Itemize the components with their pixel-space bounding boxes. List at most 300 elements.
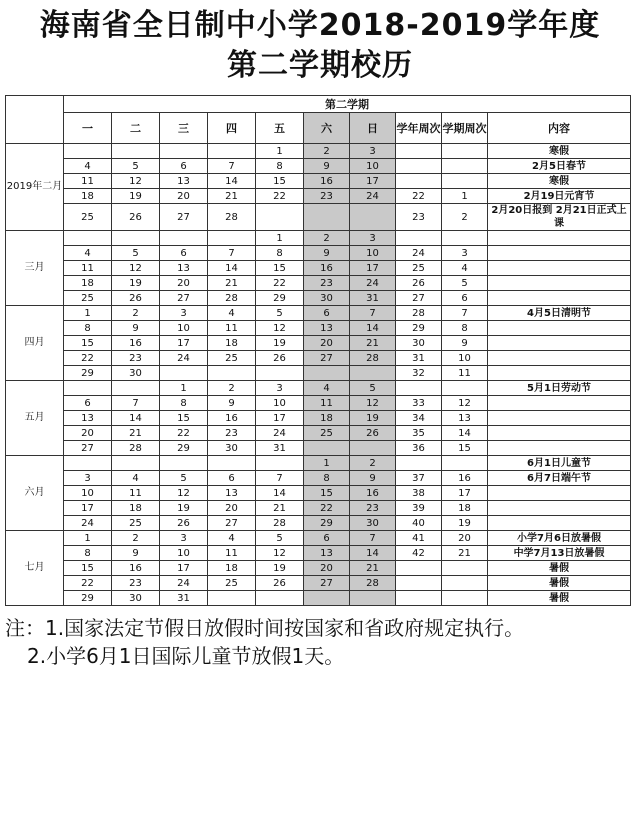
day-cell: 5 xyxy=(256,306,304,321)
day-cell xyxy=(304,366,350,381)
day-cell: 30 xyxy=(350,516,396,531)
year-week-cell: 41 xyxy=(396,531,442,546)
content-note xyxy=(488,261,631,276)
day-cell: 9 xyxy=(112,321,160,336)
day-cell: 21 xyxy=(112,426,160,441)
day-cell: 21 xyxy=(350,336,396,351)
content-note: 暑假 xyxy=(488,576,631,591)
table-row xyxy=(6,261,631,276)
day-cell: 3 xyxy=(160,531,208,546)
day-cell: 3 xyxy=(160,306,208,321)
day-cell: 4 xyxy=(64,159,112,174)
content-note: 2月5日春节 xyxy=(488,159,631,174)
footnotes xyxy=(0,614,640,670)
table-row xyxy=(6,501,631,516)
day-cell: 11 xyxy=(64,261,112,276)
day-cell: 10 xyxy=(160,546,208,561)
day-cell: 4 xyxy=(64,246,112,261)
table-row xyxy=(6,456,631,471)
term-week-cell xyxy=(442,381,488,396)
month-label: 五月 xyxy=(6,381,64,456)
day-cell: 7 xyxy=(112,396,160,411)
content-note xyxy=(488,246,631,261)
table-row xyxy=(6,291,631,306)
term-week-cell: 3 xyxy=(442,246,488,261)
day-cell: 3 xyxy=(64,471,112,486)
content-note xyxy=(488,336,631,351)
day-cell: 25 xyxy=(208,351,256,366)
day-cell: 18 xyxy=(112,501,160,516)
day-cell xyxy=(350,204,396,231)
day-cell: 10 xyxy=(256,396,304,411)
day-cell: 25 xyxy=(112,516,160,531)
content-note xyxy=(488,321,631,336)
term-week-cell: 1 xyxy=(442,189,488,204)
table-row xyxy=(6,204,631,231)
content-note xyxy=(488,411,631,426)
day-cell: 19 xyxy=(112,276,160,291)
day-cell: 22 xyxy=(256,276,304,291)
table-row xyxy=(6,231,631,246)
content-note xyxy=(488,441,631,456)
table-row xyxy=(6,306,631,321)
day-cell: 11 xyxy=(112,486,160,501)
day-cell xyxy=(64,231,112,246)
day-cell: 17 xyxy=(160,561,208,576)
content-note: 2月20日报到 2月21日正式上课 xyxy=(488,204,631,231)
day-cell: 24 xyxy=(350,189,396,204)
day-cell: 27 xyxy=(160,291,208,306)
day-cell: 14 xyxy=(208,261,256,276)
day-cell: 28 xyxy=(112,441,160,456)
day-cell: 8 xyxy=(256,246,304,261)
day-cell: 21 xyxy=(256,501,304,516)
year-week-cell: 22 xyxy=(396,189,442,204)
day-cell: 14 xyxy=(112,411,160,426)
term-week-cell: 19 xyxy=(442,516,488,531)
day-cell xyxy=(256,591,304,606)
content-note xyxy=(488,351,631,366)
day-cell: 20 xyxy=(304,336,350,351)
day-cell: 6 xyxy=(208,471,256,486)
day-cell: 14 xyxy=(256,486,304,501)
day-cell: 6 xyxy=(304,531,350,546)
day-cell: 2 xyxy=(112,306,160,321)
day-cell: 12 xyxy=(350,396,396,411)
term-week-cell: 17 xyxy=(442,486,488,501)
term-week-cell: 10 xyxy=(442,351,488,366)
term-week-cell xyxy=(442,174,488,189)
day-cell: 11 xyxy=(304,396,350,411)
day-cell xyxy=(64,381,112,396)
page-title-line1: 海南省全日制中小学2018-2019学年度 xyxy=(39,8,601,43)
day-cell: 27 xyxy=(304,576,350,591)
day-cell: 18 xyxy=(64,189,112,204)
day-cell: 15 xyxy=(64,336,112,351)
day-cell: 1 xyxy=(256,231,304,246)
day-cell xyxy=(208,144,256,159)
day-cell: 25 xyxy=(208,576,256,591)
content-note: 6月1日儿童节 xyxy=(488,456,631,471)
year-week-cell: 42 xyxy=(396,546,442,561)
content-note: 5月1日劳动节 xyxy=(488,381,631,396)
year-week-cell: 37 xyxy=(396,471,442,486)
day-cell: 24 xyxy=(256,426,304,441)
day-cell xyxy=(160,231,208,246)
footnote-2: 2.小学6月1日国际儿童节放假1天。 xyxy=(27,644,345,668)
day-cell: 26 xyxy=(160,516,208,531)
day-cell: 11 xyxy=(64,174,112,189)
day-cell: 5 xyxy=(256,531,304,546)
table-row xyxy=(6,246,631,261)
content-note: 中学7月13日放暑假 xyxy=(488,546,631,561)
day-cell: 18 xyxy=(208,561,256,576)
year-week-cell xyxy=(396,576,442,591)
day-cell xyxy=(160,456,208,471)
day-cell: 23 xyxy=(112,576,160,591)
day-cell: 4 xyxy=(208,531,256,546)
day-cell: 17 xyxy=(160,336,208,351)
day-cell: 10 xyxy=(350,246,396,261)
day-cell: 19 xyxy=(112,189,160,204)
day-cell: 23 xyxy=(208,426,256,441)
content-note xyxy=(488,426,631,441)
term-week-cell: 14 xyxy=(442,426,488,441)
content-note: 6月7日端午节 xyxy=(488,471,631,486)
term-week-cell: 7 xyxy=(442,306,488,321)
day-cell xyxy=(304,204,350,231)
day-cell: 30 xyxy=(112,591,160,606)
year-week-cell: 31 xyxy=(396,351,442,366)
year-week-cell: 36 xyxy=(396,441,442,456)
day-cell: 13 xyxy=(160,261,208,276)
year-week-cell xyxy=(396,144,442,159)
day-cell: 26 xyxy=(112,204,160,231)
header-weekday-sun: 日 xyxy=(350,113,396,144)
day-cell: 28 xyxy=(256,516,304,531)
day-cell: 18 xyxy=(304,411,350,426)
day-cell: 7 xyxy=(208,246,256,261)
month-label: 2019年二月 xyxy=(6,144,64,231)
day-cell: 10 xyxy=(160,321,208,336)
header-year-week: 学年周次 xyxy=(396,113,442,144)
year-week-cell: 35 xyxy=(396,426,442,441)
month-label: 六月 xyxy=(6,456,64,531)
day-cell: 2 xyxy=(304,144,350,159)
day-cell xyxy=(304,441,350,456)
year-week-cell: 33 xyxy=(396,396,442,411)
day-cell: 8 xyxy=(160,396,208,411)
day-cell: 3 xyxy=(350,231,396,246)
day-cell xyxy=(208,231,256,246)
month-label: 七月 xyxy=(6,531,64,606)
term-week-cell: 11 xyxy=(442,366,488,381)
year-week-cell: 26 xyxy=(396,276,442,291)
day-cell: 29 xyxy=(256,291,304,306)
day-cell: 31 xyxy=(256,441,304,456)
day-cell: 27 xyxy=(160,204,208,231)
table-row xyxy=(6,591,631,606)
day-cell: 3 xyxy=(350,144,396,159)
term-week-cell: 21 xyxy=(442,546,488,561)
table-row xyxy=(6,411,631,426)
year-week-cell: 28 xyxy=(396,306,442,321)
header-weekday-wed: 三 xyxy=(160,113,208,144)
day-cell xyxy=(256,366,304,381)
table-row xyxy=(6,396,631,411)
calendar-body xyxy=(6,144,631,606)
day-cell xyxy=(208,366,256,381)
day-cell: 9 xyxy=(304,159,350,174)
day-cell: 20 xyxy=(304,561,350,576)
day-cell: 13 xyxy=(160,174,208,189)
term-week-cell: 20 xyxy=(442,531,488,546)
day-cell: 25 xyxy=(64,291,112,306)
day-cell: 8 xyxy=(64,546,112,561)
day-cell: 22 xyxy=(64,351,112,366)
table-row xyxy=(6,144,631,159)
day-cell: 30 xyxy=(304,291,350,306)
year-week-cell xyxy=(396,231,442,246)
day-cell xyxy=(112,231,160,246)
day-cell: 22 xyxy=(64,576,112,591)
year-week-cell: 30 xyxy=(396,336,442,351)
day-cell: 19 xyxy=(256,336,304,351)
term-week-cell xyxy=(442,561,488,576)
term-week-cell: 12 xyxy=(442,396,488,411)
term-week-cell: 15 xyxy=(442,441,488,456)
day-cell xyxy=(304,591,350,606)
day-cell: 6 xyxy=(64,396,112,411)
table-row xyxy=(6,441,631,456)
day-cell: 21 xyxy=(208,276,256,291)
day-cell: 10 xyxy=(64,486,112,501)
day-cell: 6 xyxy=(160,246,208,261)
day-cell: 28 xyxy=(208,204,256,231)
day-cell: 4 xyxy=(208,306,256,321)
day-cell: 8 xyxy=(64,321,112,336)
year-week-cell: 34 xyxy=(396,411,442,426)
day-cell: 12 xyxy=(112,174,160,189)
content-note xyxy=(488,516,631,531)
content-note: 小学7月6日放暑假 xyxy=(488,531,631,546)
day-cell: 13 xyxy=(208,486,256,501)
day-cell: 5 xyxy=(112,246,160,261)
year-week-cell xyxy=(396,561,442,576)
year-week-cell: 24 xyxy=(396,246,442,261)
year-week-cell xyxy=(396,381,442,396)
footnote-1: 注：1.国家法定节假日放假时间按国家和省政府规定执行。 xyxy=(5,616,525,640)
day-cell: 13 xyxy=(304,546,350,561)
day-cell xyxy=(350,441,396,456)
day-cell: 25 xyxy=(304,426,350,441)
day-cell: 19 xyxy=(350,411,396,426)
day-cell: 3 xyxy=(256,381,304,396)
day-cell: 25 xyxy=(64,204,112,231)
day-cell: 1 xyxy=(256,144,304,159)
year-week-cell: 38 xyxy=(396,486,442,501)
day-cell: 19 xyxy=(160,501,208,516)
day-cell: 15 xyxy=(256,174,304,189)
content-note: 暑假 xyxy=(488,561,631,576)
year-week-cell: 27 xyxy=(396,291,442,306)
day-cell: 8 xyxy=(304,471,350,486)
table-row xyxy=(6,159,631,174)
day-cell: 15 xyxy=(160,411,208,426)
school-calendar-table xyxy=(5,95,631,606)
table-row xyxy=(6,321,631,336)
term-week-cell xyxy=(442,456,488,471)
day-cell: 9 xyxy=(350,471,396,486)
day-cell: 9 xyxy=(112,546,160,561)
day-cell: 4 xyxy=(112,471,160,486)
term-week-cell xyxy=(442,231,488,246)
header-weekday-thu: 四 xyxy=(208,113,256,144)
day-cell: 26 xyxy=(350,426,396,441)
day-cell: 8 xyxy=(256,159,304,174)
header-weekday-tue: 二 xyxy=(112,113,160,144)
day-cell: 28 xyxy=(350,351,396,366)
day-cell: 22 xyxy=(160,426,208,441)
day-cell: 30 xyxy=(112,366,160,381)
day-cell: 21 xyxy=(208,189,256,204)
day-cell xyxy=(64,144,112,159)
day-cell: 22 xyxy=(256,189,304,204)
day-cell: 1 xyxy=(64,306,112,321)
day-cell: 13 xyxy=(304,321,350,336)
day-cell: 14 xyxy=(350,546,396,561)
day-cell: 14 xyxy=(208,174,256,189)
day-cell: 16 xyxy=(208,411,256,426)
day-cell: 17 xyxy=(64,501,112,516)
day-cell xyxy=(112,456,160,471)
content-note xyxy=(488,501,631,516)
term-week-cell: 5 xyxy=(442,276,488,291)
year-week-cell: 25 xyxy=(396,261,442,276)
day-cell: 24 xyxy=(160,351,208,366)
day-cell: 7 xyxy=(350,306,396,321)
content-note xyxy=(488,291,631,306)
table-row xyxy=(6,471,631,486)
day-cell: 5 xyxy=(350,381,396,396)
content-note xyxy=(488,486,631,501)
day-cell: 7 xyxy=(256,471,304,486)
content-note xyxy=(488,276,631,291)
term-week-cell: 6 xyxy=(442,291,488,306)
day-cell: 7 xyxy=(350,531,396,546)
day-cell: 6 xyxy=(160,159,208,174)
day-cell: 22 xyxy=(304,501,350,516)
term-week-cell xyxy=(442,159,488,174)
day-cell xyxy=(160,144,208,159)
day-cell: 5 xyxy=(160,471,208,486)
day-cell: 14 xyxy=(350,321,396,336)
term-week-cell: 8 xyxy=(442,321,488,336)
day-cell: 13 xyxy=(64,411,112,426)
content-note: 2月19日元宵节 xyxy=(488,189,631,204)
table-row xyxy=(6,381,631,396)
day-cell: 27 xyxy=(64,441,112,456)
day-cell xyxy=(64,456,112,471)
day-cell: 16 xyxy=(304,174,350,189)
table-row xyxy=(6,189,631,204)
day-cell: 18 xyxy=(208,336,256,351)
table-row xyxy=(6,174,631,189)
day-cell: 4 xyxy=(304,381,350,396)
content-note xyxy=(488,231,631,246)
day-cell: 9 xyxy=(304,246,350,261)
day-cell: 12 xyxy=(256,546,304,561)
term-week-cell xyxy=(442,576,488,591)
day-cell xyxy=(208,591,256,606)
day-cell: 10 xyxy=(350,159,396,174)
term-week-cell xyxy=(442,591,488,606)
day-cell: 24 xyxy=(64,516,112,531)
day-cell: 7 xyxy=(208,159,256,174)
table-row xyxy=(6,426,631,441)
table-row xyxy=(6,561,631,576)
day-cell: 27 xyxy=(304,351,350,366)
term-week-cell: 9 xyxy=(442,336,488,351)
year-week-cell: 23 xyxy=(396,204,442,231)
day-cell: 23 xyxy=(304,276,350,291)
day-cell: 15 xyxy=(304,486,350,501)
day-cell: 20 xyxy=(160,276,208,291)
day-cell: 16 xyxy=(112,561,160,576)
day-cell: 29 xyxy=(64,366,112,381)
day-cell: 16 xyxy=(112,336,160,351)
header-weekday-sat: 六 xyxy=(304,113,350,144)
day-cell: 28 xyxy=(350,576,396,591)
content-note xyxy=(488,366,631,381)
day-cell: 23 xyxy=(350,501,396,516)
table-row xyxy=(6,486,631,501)
term-week-cell: 16 xyxy=(442,471,488,486)
content-note: 寒假 xyxy=(488,174,631,189)
header-month-corner xyxy=(6,96,64,144)
day-cell: 30 xyxy=(208,441,256,456)
day-cell: 26 xyxy=(256,576,304,591)
day-cell: 19 xyxy=(256,561,304,576)
month-label: 四月 xyxy=(6,306,64,381)
day-cell: 12 xyxy=(160,486,208,501)
table-row xyxy=(6,276,631,291)
term-week-cell: 4 xyxy=(442,261,488,276)
header-weekday-fri: 五 xyxy=(256,113,304,144)
table-row xyxy=(6,546,631,561)
day-cell: 2 xyxy=(350,456,396,471)
header-weekday-mon: 一 xyxy=(64,113,112,144)
day-cell: 16 xyxy=(350,486,396,501)
day-cell xyxy=(350,591,396,606)
day-cell: 2 xyxy=(304,231,350,246)
header-semester: 第二学期 xyxy=(64,96,631,113)
day-cell xyxy=(350,366,396,381)
header-term-week: 学期周次 xyxy=(442,113,488,144)
day-cell: 11 xyxy=(208,321,256,336)
year-week-cell: 32 xyxy=(396,366,442,381)
day-cell xyxy=(256,456,304,471)
table-row xyxy=(6,576,631,591)
year-week-cell xyxy=(396,456,442,471)
day-cell: 26 xyxy=(112,291,160,306)
day-cell: 12 xyxy=(112,261,160,276)
day-cell: 16 xyxy=(304,261,350,276)
day-cell: 23 xyxy=(304,189,350,204)
day-cell: 17 xyxy=(256,411,304,426)
year-week-cell xyxy=(396,174,442,189)
day-cell: 17 xyxy=(350,261,396,276)
